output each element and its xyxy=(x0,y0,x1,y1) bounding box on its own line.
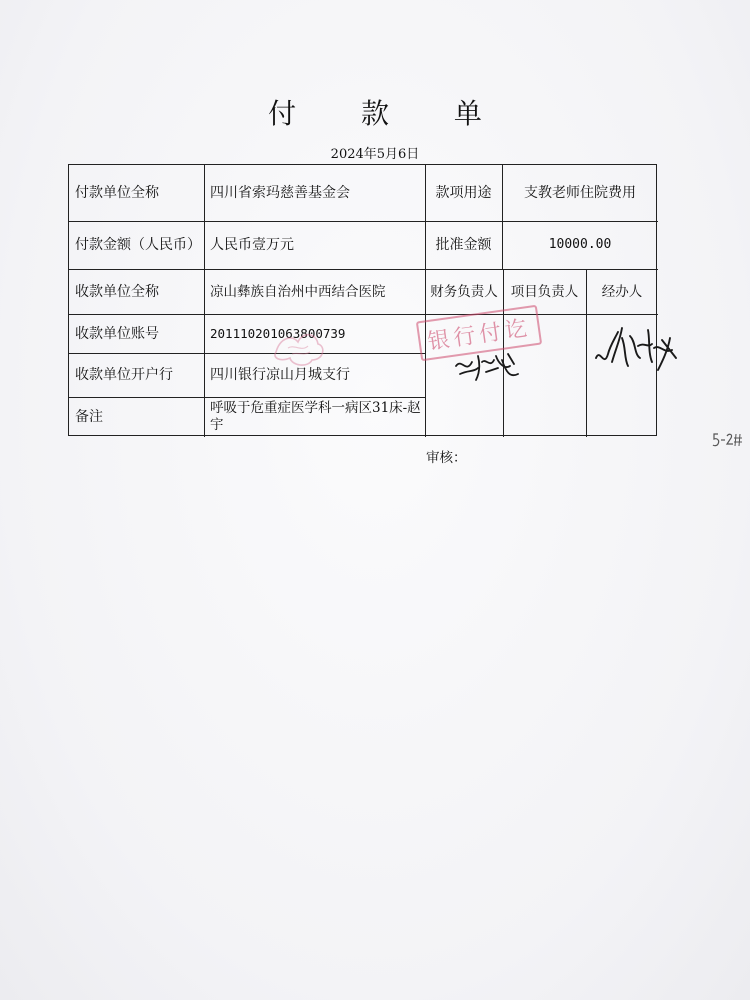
project-head-label: 项目负责人 xyxy=(510,283,579,300)
payee-name-label: 收款单位全称 xyxy=(75,283,159,300)
amount-value: 人民币壹万元 xyxy=(210,237,294,253)
audit-label: 审核： xyxy=(426,450,467,466)
document-date: 2024年5月6日 xyxy=(330,147,420,162)
payee-account-label: 收款单位账号 xyxy=(75,325,159,342)
seal-mark-icon xyxy=(268,322,332,370)
handler-signature-icon xyxy=(592,318,684,382)
payee-account-value: 20111020106380073​9 xyxy=(210,325,346,341)
payee-bank-label: 收款单位开户行 xyxy=(75,367,173,383)
finance-head-signature-icon xyxy=(452,348,524,384)
payee-bank-value: 四川银行凉山月城支行 xyxy=(210,367,350,383)
amount-label: 付款金额（人民币） xyxy=(75,237,201,253)
purpose-label: 款项用途 xyxy=(435,185,492,201)
bank-paid-stamp: 银行付讫 xyxy=(416,305,542,362)
remarks-value: 呼吸于危重症医学科一病区31床-赵宇 xyxy=(210,400,421,433)
handwritten-margin-note-icon xyxy=(712,430,746,450)
approved-amount-value: 10000.00 xyxy=(548,237,612,252)
handler-label: 经办人 xyxy=(601,283,643,300)
purpose-value: 支教老师住院费用 xyxy=(524,185,636,201)
payment-form-table xyxy=(68,164,657,436)
remarks-label: 备注 xyxy=(75,409,103,425)
payee-name-value: 凉山彝族自治州中西结合医院 xyxy=(210,283,386,300)
approved-amount-label: 批准金额 xyxy=(435,237,492,253)
document-title: 付 款 单 xyxy=(268,97,510,130)
finance-head-label: 财务负责人 xyxy=(430,283,498,300)
payer-name-label: 付款单位全称 xyxy=(75,185,159,201)
payer-name-value: 四川省索玛慈善基金会 xyxy=(210,185,350,201)
